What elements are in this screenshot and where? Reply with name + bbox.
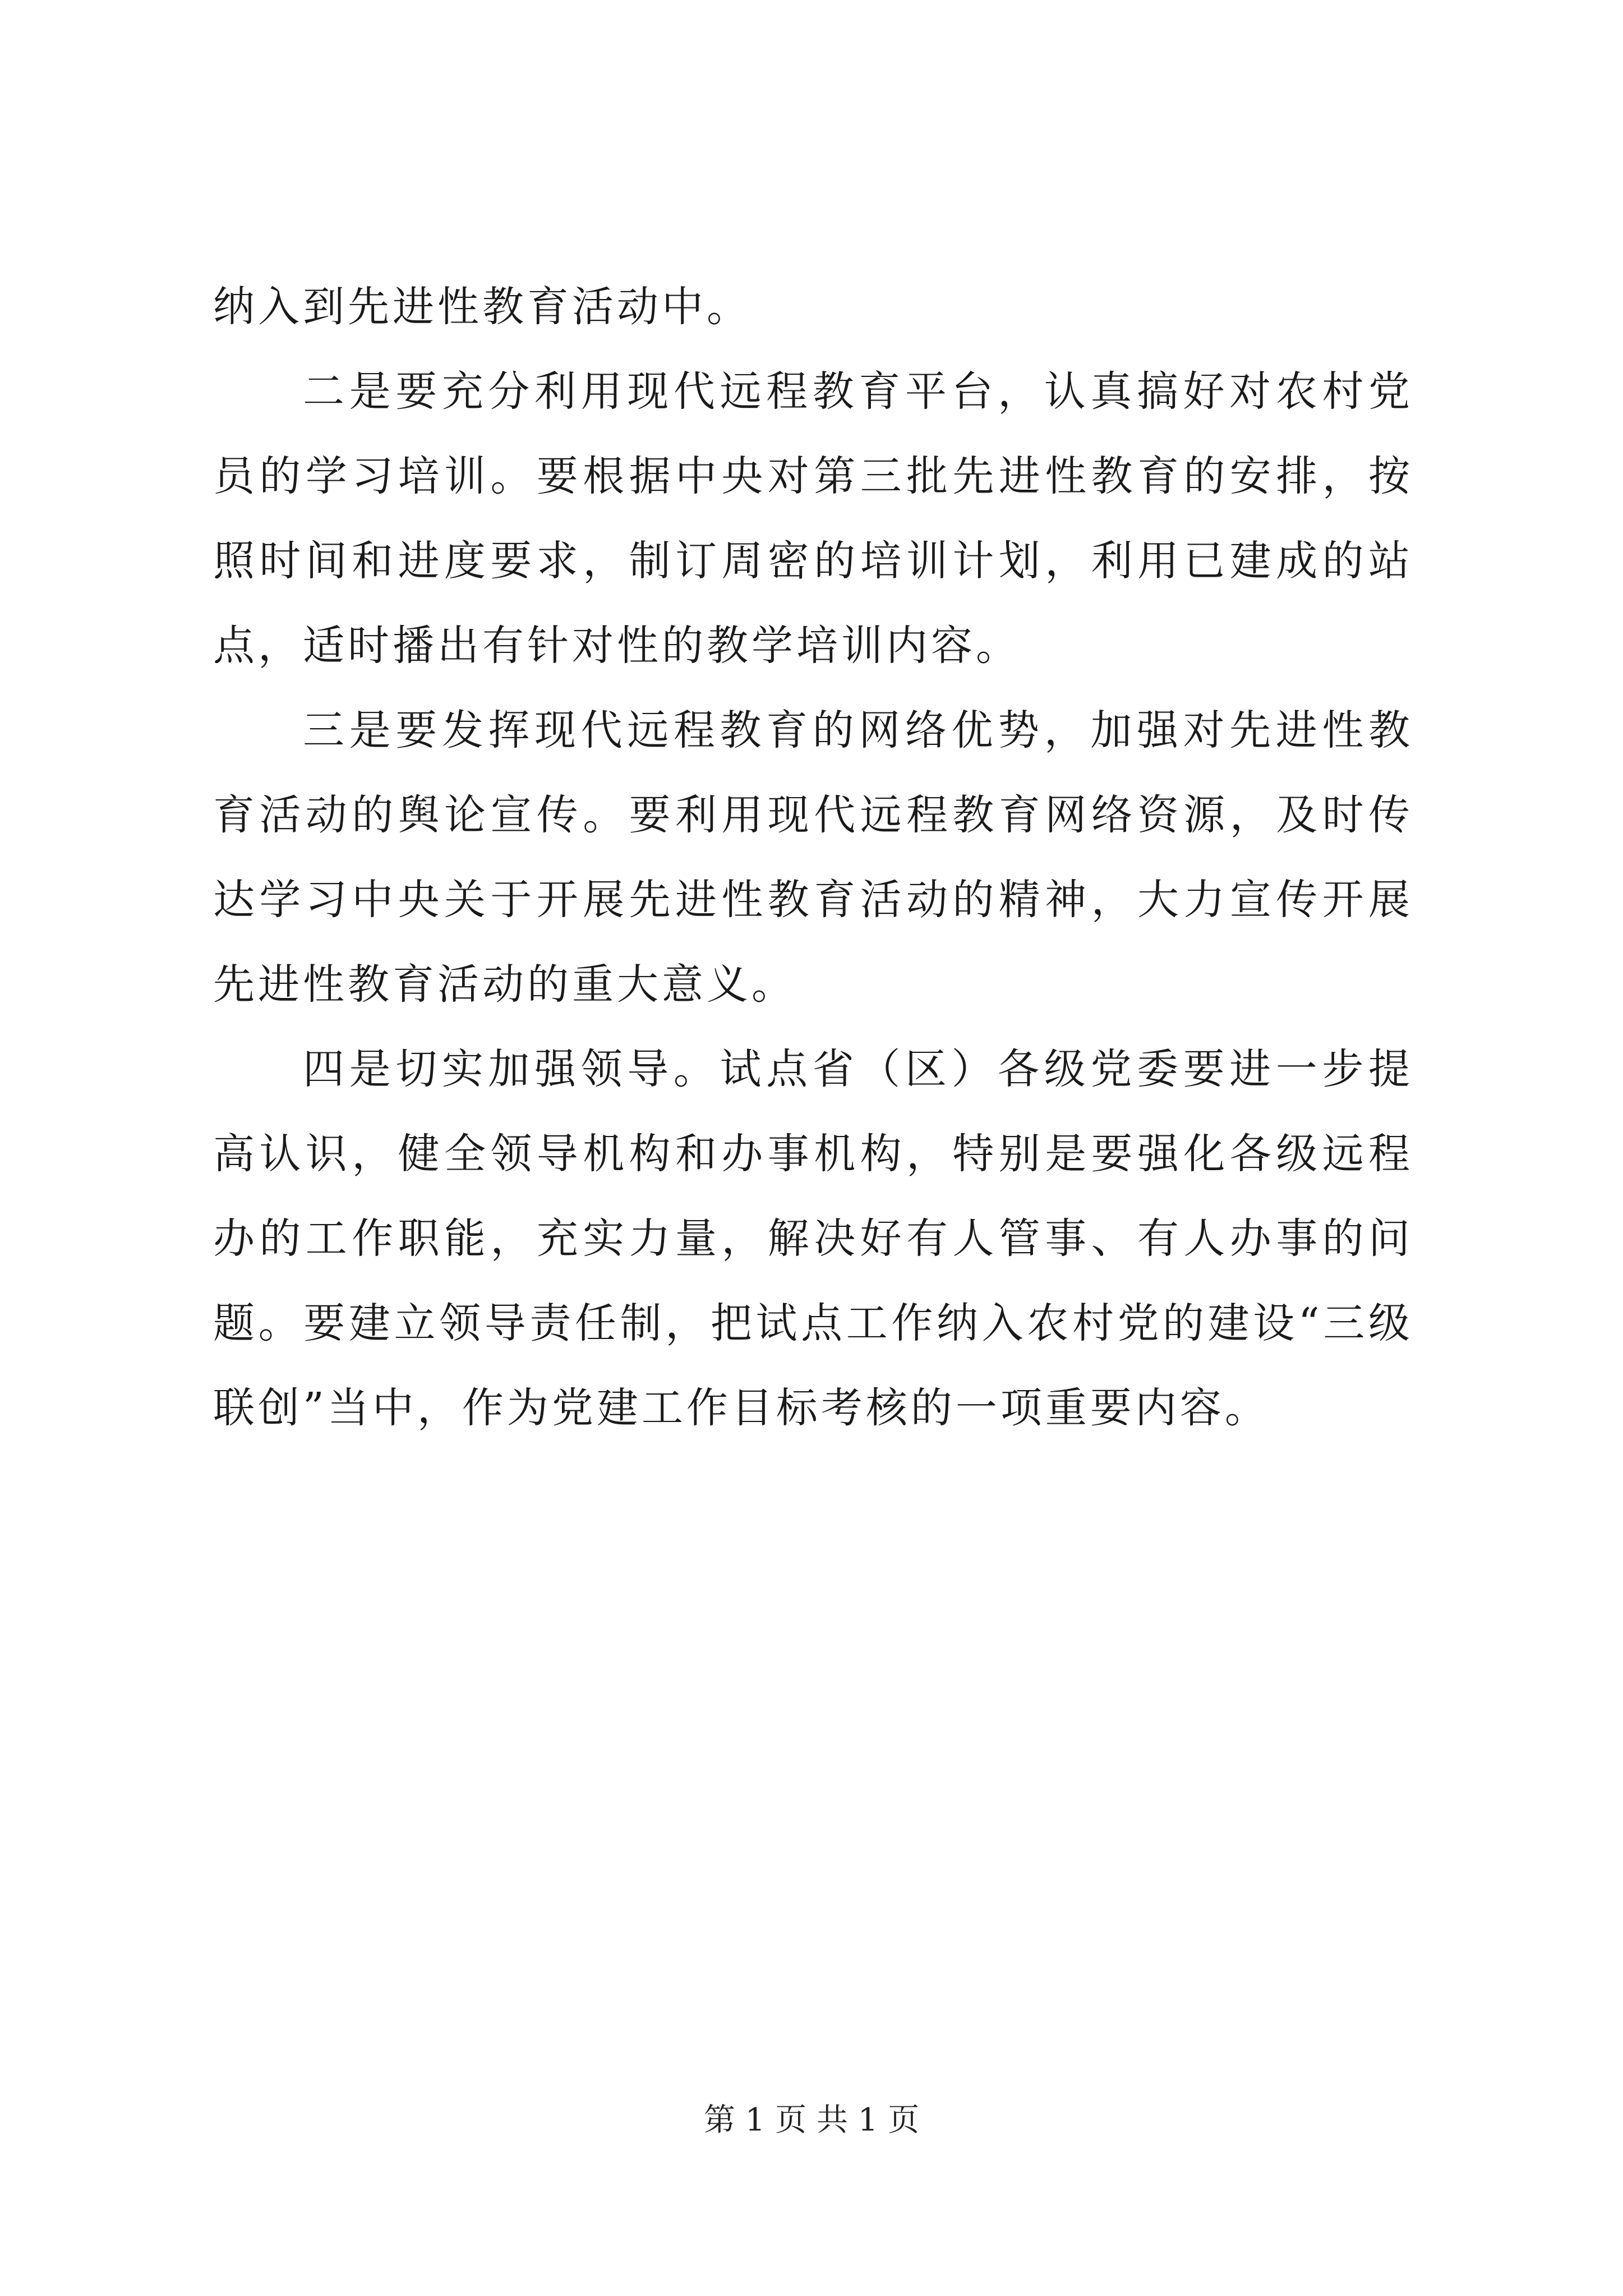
page-number-footer: 第 1 页 共 1 页	[703, 2102, 920, 2138]
document-body	[213, 265, 1413, 1451]
paragraph-point-four: 四是切实加强领导。试点省（区）各级党委要进一步提高认识，健全领导机构和办事机构，特别是要强化各级远程办的工作职能，充实力量，解决好有人管事、有人办事的问题。要建立领导责任制，把试点工作纳入农村党的建设“三级联创”当中，作为党建工作目标考核的一项重要内容。	[213, 1045, 1413, 1432]
paragraph-continuation: 纳入到先进性教育活动中。	[213, 283, 751, 331]
paragraph-point-two: 二是要充分利用现代远程教育平台，认真搞好对农村党员的学习培训。要根据中央对第三批先进性教育的安排，按照时间和进度要求，制订周密的培训计划，利用已建成的站点，适时播出有针对性的教学培训内容。	[213, 367, 1413, 670]
paragraph-point-three: 三是要发挥现代远程教育的网络优势，加强对先进性教育活动的舆论宣传。要利用现代远程教育网络资源，及时传达学习中央关于开展先进性教育活动的精神，大力宣传开展先进性教育活动的重大意义。	[213, 706, 1413, 1009]
